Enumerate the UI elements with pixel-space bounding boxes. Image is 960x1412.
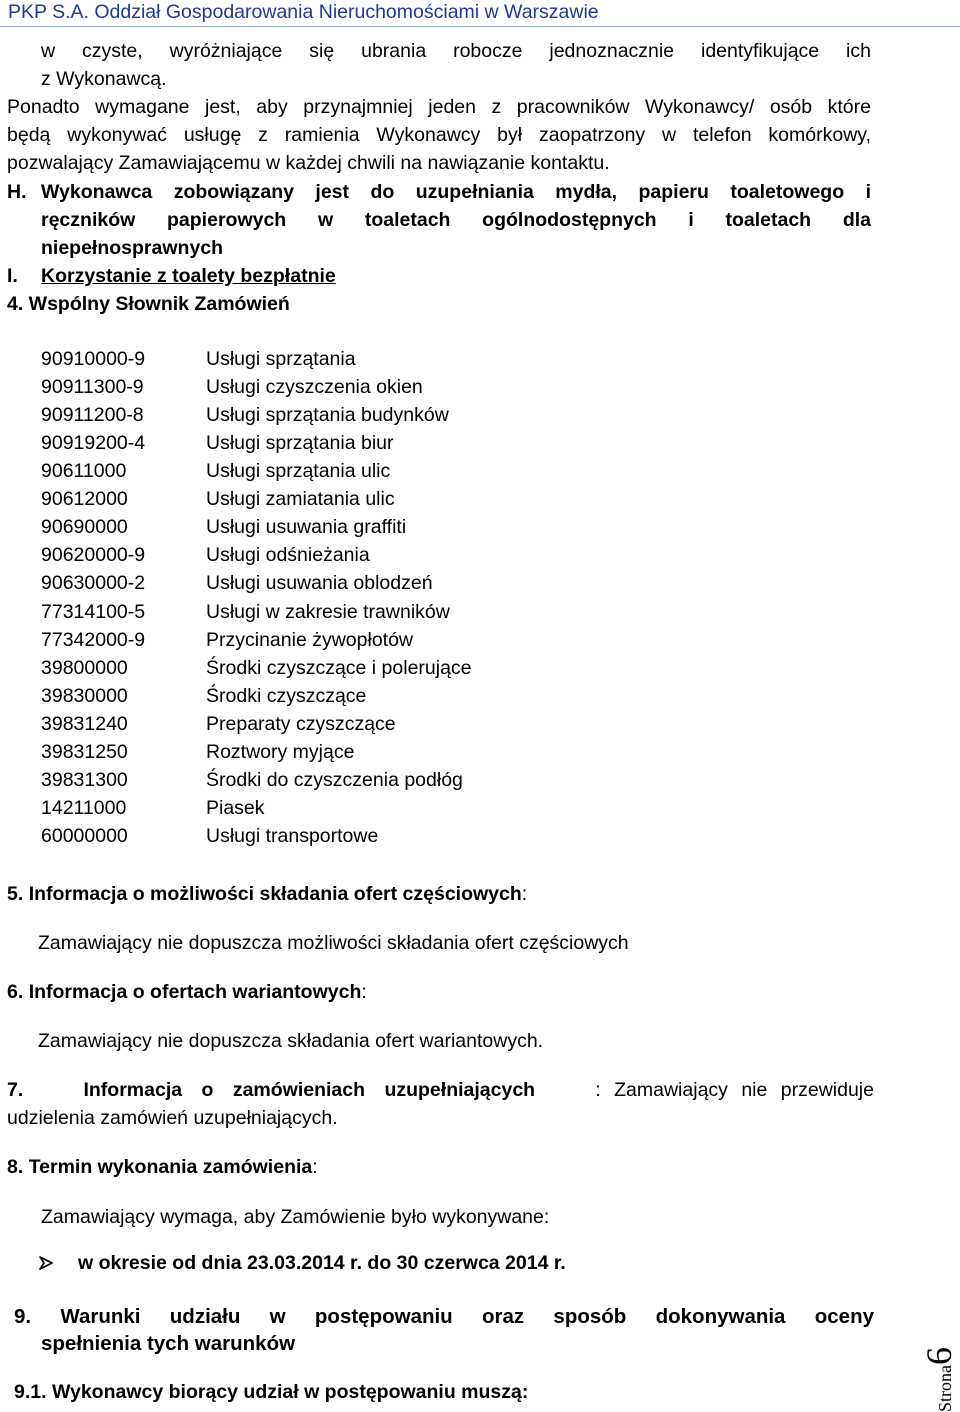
- cpv-code: 39830000: [41, 685, 128, 707]
- cpv-description: Usługi sprzątania budynków: [206, 404, 449, 426]
- cpv-code: 90612000: [41, 488, 128, 510]
- section-6-title: Informacja o ofertach wariantowych: [28, 981, 362, 1003]
- cpv-description: Usługi czyszczenia okien: [206, 376, 423, 398]
- cpv-code: 60000000: [41, 825, 128, 847]
- cpv-description: Przycinanie żywopłotów: [206, 629, 414, 651]
- paragraph-line: pozwalający Zamawiającemu w każdej chwili na nawiązanie kontaktu.: [7, 152, 610, 174]
- section-4-title: 4. Wspólny Słownik Zamówień: [7, 293, 290, 315]
- section-8-body: Zamawiający wymaga, aby Zamówienie było wykonywane:: [41, 1206, 550, 1228]
- section-number: 6.: [7, 981, 24, 1003]
- cpv-description: Usługi sprzątania biur: [206, 432, 394, 454]
- cpv-description: Roztwory myjące: [206, 741, 355, 763]
- section-9-line-2: spełnienia tych warunków: [41, 1332, 296, 1355]
- cpv-description: Środki czyszczące i polerujące: [206, 657, 472, 679]
- heading-colon: :: [361, 981, 367, 1003]
- cpv-code: 90690000: [41, 516, 128, 538]
- cpv-description: Preparaty czyszczące: [206, 713, 396, 735]
- cpv-code: 77314100-5: [41, 601, 146, 623]
- cpv-description: Usługi w zakresie trawników: [206, 601, 450, 623]
- cpv-description: Usługi transportowe: [206, 825, 379, 847]
- cpv-description: Usługi odśnieżania: [206, 544, 370, 566]
- cpv-description: Usługi sprzątania: [206, 348, 356, 370]
- page-number-label: [918, 1347, 960, 1412]
- cpv-code: 90911300-9: [41, 376, 144, 398]
- paragraph-line: Ponadto wymagane jest, aby przynajmniej jeden z pracowników Wykonawcy/ osób które: [7, 96, 871, 118]
- cpv-code: 90910000-9: [41, 348, 146, 370]
- document-header: PKP S.A. Oddział Gospodarowania Nieruchomościami w Warszawie: [8, 1, 599, 23]
- section-7-title-text: Informacja o zamówieniach uzupełniających: [83, 1079, 536, 1101]
- intro-line-2: z Wykonawcą.: [41, 68, 167, 90]
- section-number: 5.: [7, 883, 24, 905]
- cpv-code: 90630000-2: [41, 572, 146, 594]
- section-number: 7.: [7, 1079, 24, 1101]
- cpv-code: 90919200-4: [41, 432, 146, 454]
- item-h-line: ręczników papierowych w toaletach ogólnodostępnych i toaletach dla: [41, 209, 871, 231]
- cpv-description: Środki czyszczące: [206, 685, 367, 707]
- intro-line-1: w czyste, wyróżniające się ubrania robocze jednoznacznie identyfikujące ich: [41, 40, 871, 62]
- section-7-line-1: [7, 1079, 874, 1102]
- section-8-heading: [7, 1156, 318, 1179]
- cpv-code: 77342000-9: [41, 629, 146, 651]
- heading-colon: :: [312, 1156, 318, 1178]
- section-6-heading: [7, 981, 367, 1004]
- cpv-code: 90620000-9: [41, 544, 146, 566]
- section-7-title: [83, 1079, 535, 1102]
- item-h-line: Wykonawca zobowiązany jest do uzupełniania mydła, papieru toaletowego i: [41, 181, 871, 203]
- section-5-heading: [7, 883, 527, 906]
- cpv-code: 90611000: [41, 460, 127, 482]
- section-9-line-1: 9. Warunki udziału w postępowaniu oraz sposób dokonywania oceny: [14, 1305, 874, 1328]
- section-5-body: Zamawiający nie dopuszcza możliwości składania ofert częściowych: [38, 932, 629, 954]
- section-5-title: Informacja o możliwości składania ofert częściowych: [28, 883, 522, 905]
- list-marker: H.: [7, 181, 27, 203]
- heading-colon: :: [521, 883, 528, 905]
- cpv-description: Piasek: [206, 797, 265, 819]
- paragraph-line: będą wykonywać usługę z ramienia Wykonawcy był zaopatrzony w telefon komórkowy,: [7, 124, 871, 146]
- cpv-code: 39800000: [41, 657, 128, 679]
- header-divider: [0, 26, 960, 27]
- page-label-text: Strona: [935, 1365, 955, 1412]
- cpv-description: Usługi zamiatania ulic: [206, 488, 395, 510]
- item-h-line: niepełnosprawnych: [41, 237, 224, 259]
- cpv-description: Środki do czyszczenia podłóg: [206, 769, 463, 791]
- section-9-1-text: 9.1. Wykonawcy biorący udział w postępowaniu muszą:: [14, 1381, 529, 1403]
- cpv-code: 90911200-8: [41, 404, 144, 426]
- cpv-description: Usługi sprzątania ulic: [206, 460, 391, 482]
- section-6-body: Zamawiający nie dopuszcza składania ofert wariantowych.: [38, 1030, 544, 1052]
- cpv-code: 39831240: [41, 713, 128, 735]
- section-number: 8.: [7, 1156, 24, 1178]
- section-7-rest: : Zamawiający nie przewiduje: [595, 1079, 874, 1101]
- bullet-item: [38, 1252, 566, 1275]
- page-number: 6: [919, 1347, 959, 1365]
- section-8-title: Termin wykonania zamówienia: [28, 1156, 313, 1178]
- list-marker: I.: [7, 265, 18, 287]
- cpv-description: Usługi usuwania graffiti: [206, 516, 407, 538]
- bullet-text: w okresie od dnia 23.03.2014 r. do 30 czerwca 2014 r.: [78, 1252, 566, 1274]
- cpv-code: 39831250: [41, 741, 128, 763]
- item-i-text: Korzystanie z toalety bezpłatnie: [41, 265, 336, 287]
- cpv-code: 14211000: [41, 797, 127, 819]
- arrowhead-bullet-icon: [38, 1255, 54, 1271]
- section-7-line-2: udzielenia zamówień uzupełniających.: [7, 1107, 338, 1129]
- cpv-code: 39831300: [41, 769, 128, 791]
- cpv-description: Usługi usuwania oblodzeń: [206, 572, 433, 594]
